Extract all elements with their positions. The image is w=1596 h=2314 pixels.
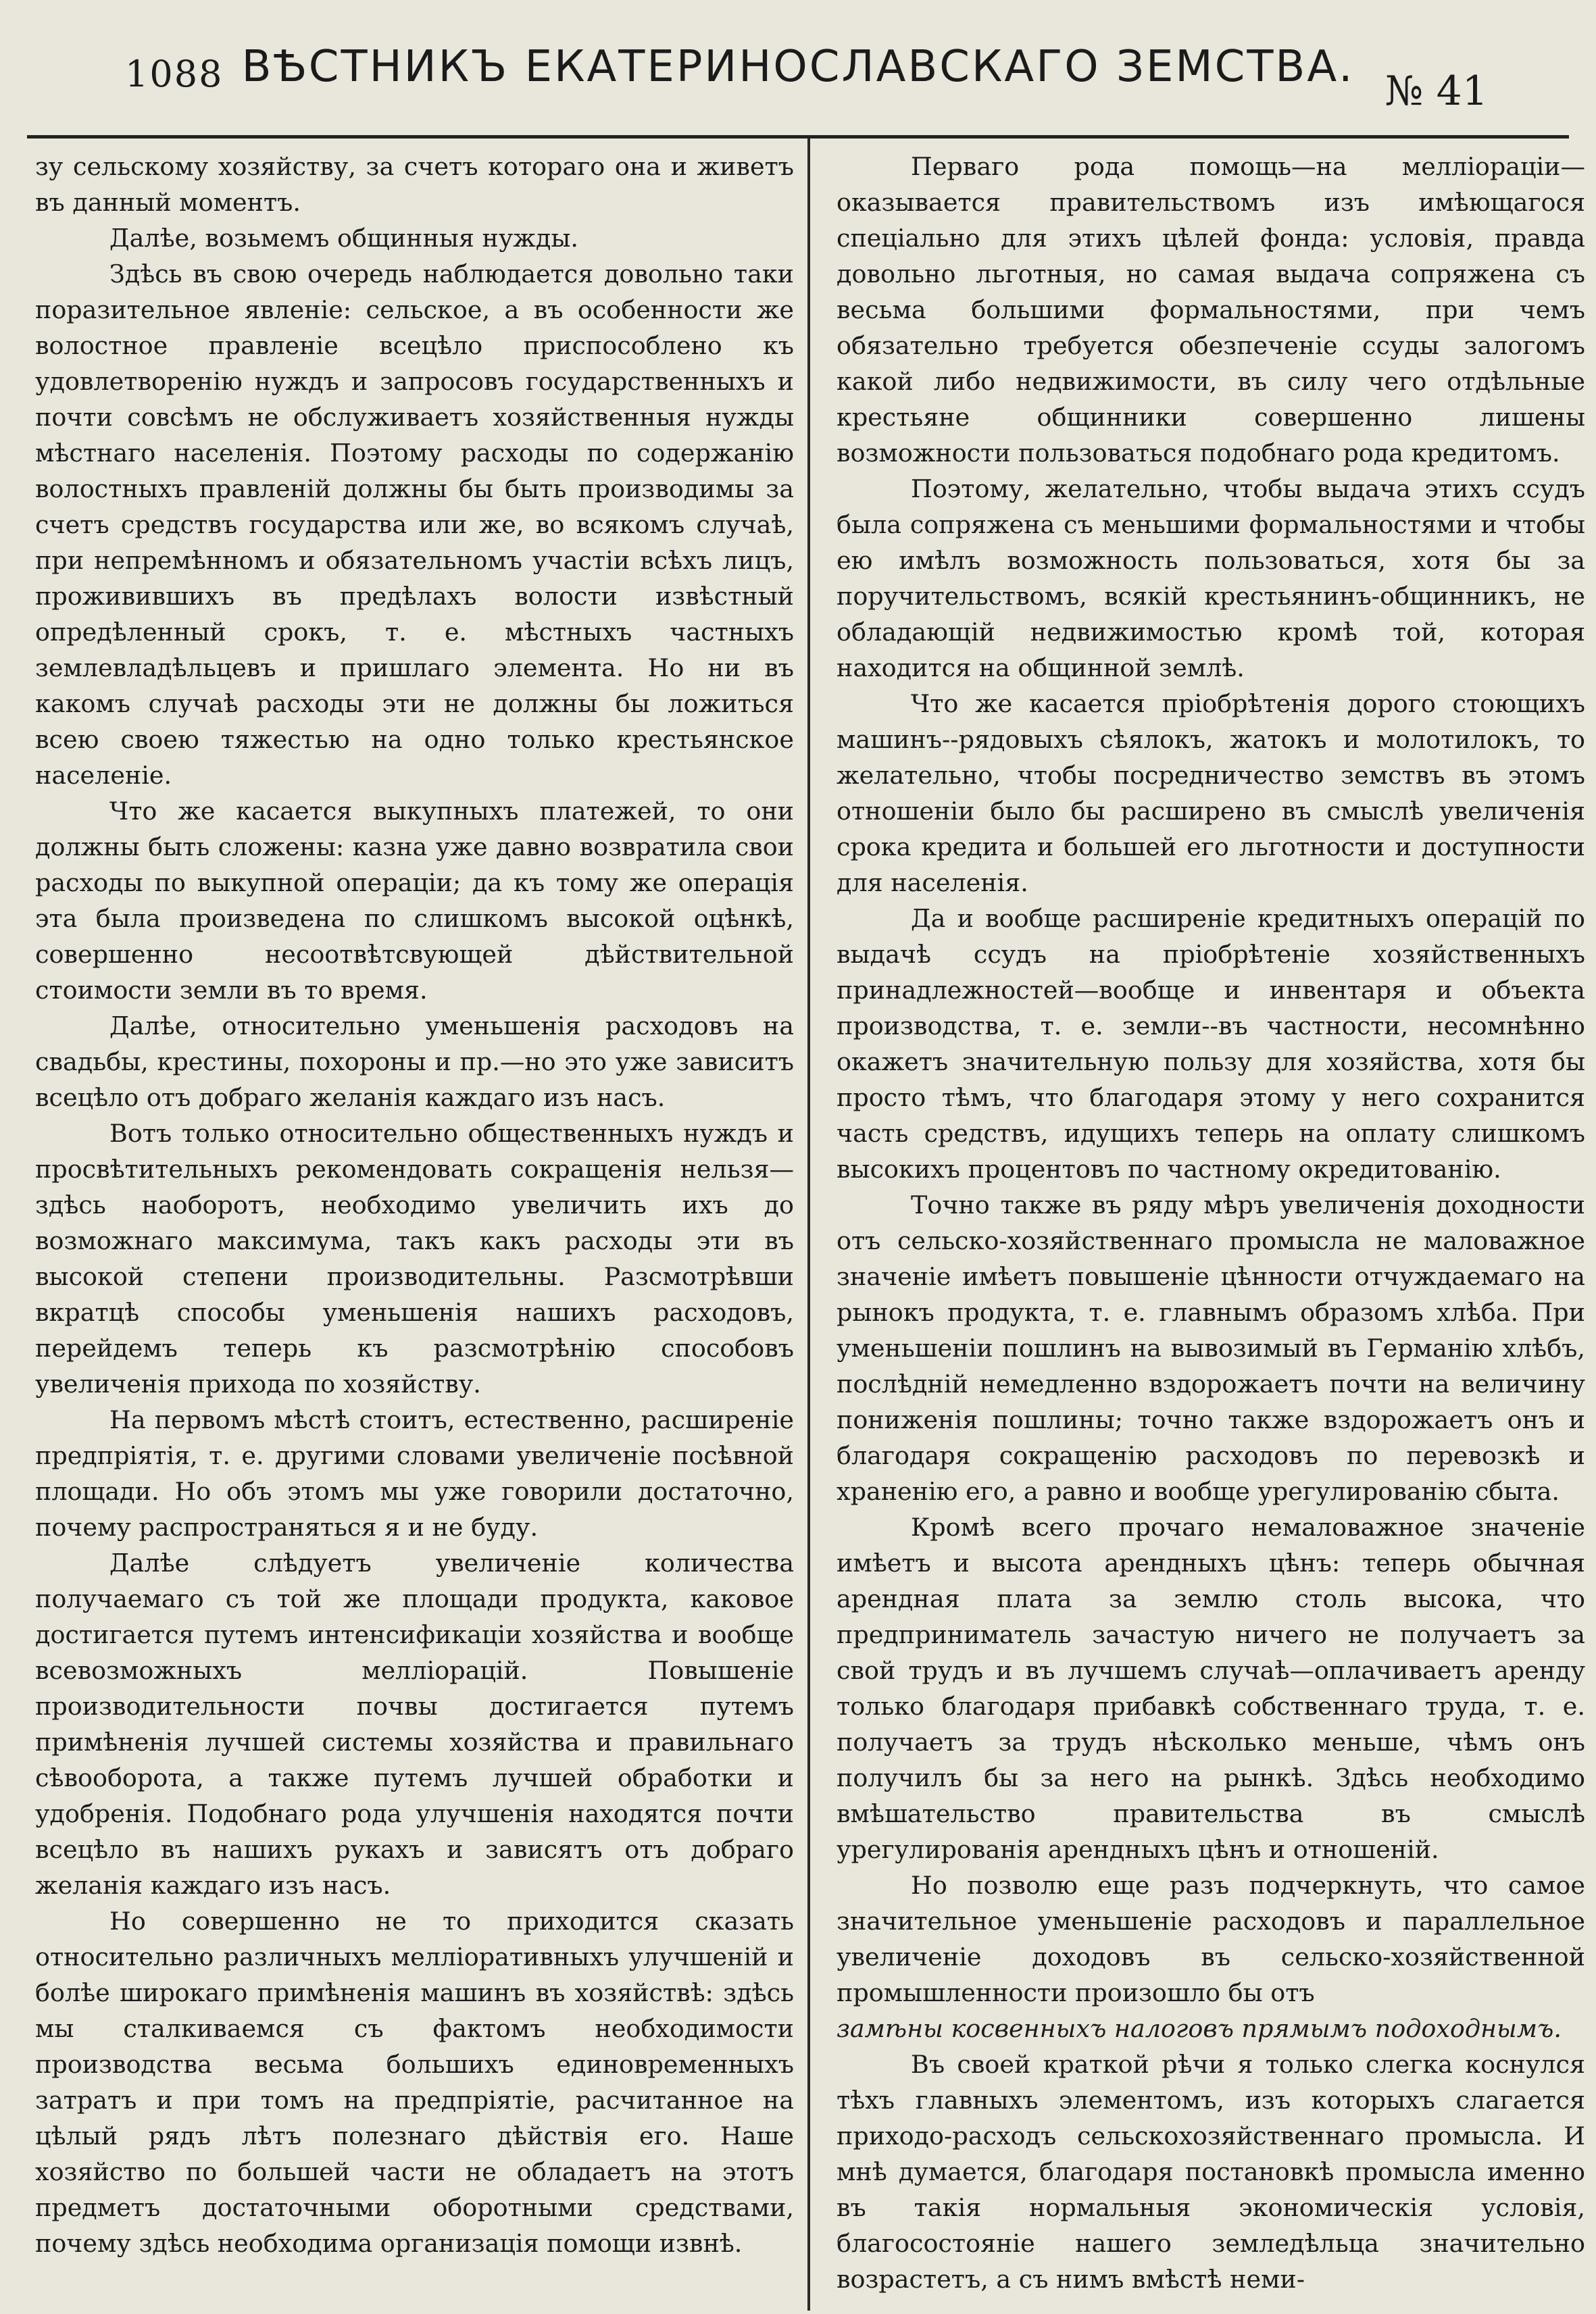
paragraph: На первомъ мѣстѣ стоитъ, естественно, расширеніе предпріятія, т. е. другими словами увеличеніе посѣвной площади. Но объ этомъ мы уже говорили достаточно, почему распространяться я и не буду.	[35, 1405, 794, 1542]
paragraph: Но совершенно не то приходится сказать относительно различныхъ мелліоративныхъ улучшеній и болѣе широкаго примѣненія машинъ въ хозяйствѣ: здѣсь мы сталкиваемся съ фактомъ необходимости производства весьма большихъ единовременныхъ затратъ и при томъ на предпріятіе, расчитанное на цѣлый рядъ лѣтъ полезнаго дѣйствія его. Наше хозяйство по большей части не обладаетъ на этотъ предметъ достаточными оборотными средствами, почему здѣсь необходима организація помощи извнѣ.	[35, 1907, 794, 2258]
paragraph: Здѣсь въ свою очередь наблюдается довольно таки поразительное явленіе: сельское, а въ особенности же волостное правленіе всецѣло приспособлено къ удовлетворенію нуждъ и запросовъ государственныхъ и почти совсѣмъ не обслуживаетъ хозяйственныя нужды мѣстнаго населенія. Поэтому расходы по содержанію волостныхъ правленій должны бы быть производимы за счетъ средствъ государства или же, во всякомъ случаѣ, при непремѣнномъ и обязательномъ участіи всѣхъ лицъ, проживившихъ въ предѣлахъ волости извѣстный опредѣленный срокъ, т. е. мѣстныхъ частныхъ землевладѣльцевъ и пришлаго элемента. Но ни въ какомъ случаѣ расходы эти не должны бы ложиться всею своею тяжестью на одно только крестьянское населеніе.	[35, 259, 794, 790]
paragraph: Но позволю еще разъ подчеркнуть, что самое значительное уменьшеніе расходовъ и параллельное увеличеніе доходовъ въ сельско-хозяйственной промышленности произошло бы отъ	[837, 1871, 1585, 2007]
paragraph: Далѣе, относительно уменьшенія расходовъ на свадьбы, крестины, похороны и пр.—но это уже зависитъ всецѣло отъ добраго желанія каждаго изъ насъ.	[35, 1011, 794, 1112]
paragraph: Далѣе, возьмемъ общинныя нужды.	[109, 224, 578, 253]
paragraph: Кромѣ всего прочаго немаловажное значеніе имѣетъ и высота арендныхъ цѣнъ: теперь обычная арендная плата за землю столь высока, что предприниматель зачастую ничего не получаетъ за свой трудъ и въ лучшемъ случаѣ—оплачиваетъ аренду только благодаря прибавкѣ собственнаго труда, т. е. получаетъ за трудъ нѣсколько меньше, чѣмъ онъ получилъ бы за него на рынкѣ. Здѣсь необходимо вмѣшательство правительства въ смыслѣ урегулированія арендныхъ цѣнъ и отношеній.	[837, 1513, 1585, 1864]
page-header	[0, 0, 1596, 135]
paragraph: Точно также въ ряду мѣръ увеличенія доходности отъ сельско-хозяйственнаго промысла не маловажное значеніе имѣетъ повышеніе цѣнности отчуждаемаго на рынокъ продукта, т. е. главнымъ образомъ хлѣба. При уменьшеніи пошлинъ на вывозимый въ Германію хлѣбъ, послѣдній немедленно вздорожаетъ почти на величину пониженія пошлины; точно также вздорожаетъ онъ и благодаря сокращенію расходовъ по перевозкѣ и храненію его, а равно и вообще урегулированію сбыта.	[837, 1190, 1585, 1506]
left-column	[35, 149, 794, 2304]
running-title: ВѢСТНИКЪ ЕКАТЕРИНОСЛАВСКАГО ЗЕМСТВА.	[241, 42, 1355, 92]
paragraph: Поэтому, желательно, чтобы выдача этихъ ссудъ была сопряжена съ меньшими формальностями и чтобы ею имѣлъ возможность пользоваться, хотя бы за поручительствомъ, всякій крестьянинъ-общинникъ, не обладающій недвижимостью кромѣ той, которая находится на общинной землѣ.	[837, 474, 1585, 682]
paragraph: Перваго рода помощь—на мелліораціи—оказывается правительствомъ изъ имѣющагося спеціально для этихъ цѣлей фонда: условія, правда довольно льготныя, но самая выдача сопряжена съ весьма большими формальностями, при чемъ обязательно требуется обезпеченіе ссуды залогомъ какой либо недвижимости, въ силу чего отдѣльные крестьяне общинники совершенно лишены возможности пользоваться подобнаго рода кредитомъ.	[837, 152, 1585, 468]
issue-number: № 41	[1385, 68, 1488, 115]
paragraph: Да и вообще расширеніе кредитныхъ операцій по выдачѣ ссудъ на пріобрѣтеніе хозяйственныхъ принадлежностей—вообще и инвентаря и объекта производства, т. е. земли--въ частности, несомнѣнно окажетъ значительную пользу для хозяйства, хотя бы просто тѣмъ, что благодаря этому у него сохранится часть средствъ, идущихъ теперь на оплату слишкомъ высокихъ процентовъ по частному окредитованію.	[837, 904, 1585, 1184]
paragraph: Вотъ только относительно общественныхъ нуждъ и просвѣтительныхъ рекомендовать сокращенія нельзя—здѣсь наоборотъ, необходимо увеличить ихъ до возможнаго максимума, такъ какъ расходы эти въ высокой степени производительны. Разсмотрѣвши вкратцѣ способы уменьшенія нашихъ расходовъ, перейдемъ теперь къ разсмотрѣнію способовъ увеличенія прихода по хозяйству.	[35, 1119, 794, 1399]
paragraph: зу сельскому хозяйству, за счетъ котораго она и живетъ въ данный моментъ.	[35, 152, 794, 217]
paragraph: Далѣе слѣдуетъ увеличеніе количества получаемаго съ той же площади продукта, каковое достигается путемъ интенсификаціи хозяйства и вообще всевозможныхъ мелліорацій. Повышеніе производительности почвы достигается путемъ примѣненія лучшей системы хозяйства и правильнаго сѣвооборота, а также путемъ лучшей обработки и удобренія. Подобнаго рода улучшенія находятся почти всецѣло въ нашихъ рукахъ и зависятъ отъ добраго желанія каждаго изъ насъ.	[35, 1549, 794, 1900]
emphasized-phrase: замѣны косвенныхъ налоговъ прямымъ подоходнымъ.	[837, 2014, 1562, 2043]
right-column	[837, 149, 1585, 2304]
paragraph: Что же касается выкупныхъ платежей, то они должны быть сложены: казна уже давно возвратила свои расходы по выкупной операціи; да къ тому же операція эта была произведена по слишкомъ высокой оцѣнкѣ, совершенно несоотвѣтсвующей дѣйствительной стоимости земли въ то время.	[35, 797, 794, 1005]
header-rule	[27, 135, 1569, 139]
column-divider	[807, 139, 810, 2311]
paragraph: Что же касается пріобрѣтенія дорого стоющихъ машинъ--рядовыхъ сѣялокъ, жатокъ и молотилокъ, то желательно, чтобы посредничество земствъ въ этомъ отношеніи было бы расширено въ смыслѣ увеличенія срока кредита и большей его льготности и доступности для населенія.	[837, 689, 1585, 897]
page-number: 1088	[125, 53, 224, 95]
paragraph: Въ своей краткой рѣчи я только слегка коснулся тѣхъ главныхъ элементомъ, изъ которыхъ слагается приходо-расходъ сельскохозяйственнаго промысла. И мнѣ думается, благодаря постановкѣ промысла именно въ такія нормальныя экономическія условія, благосостояніе нашего земледѣльца значительно возрастетъ, а съ нимъ вмѣстѣ неми-	[837, 2050, 1585, 2294]
